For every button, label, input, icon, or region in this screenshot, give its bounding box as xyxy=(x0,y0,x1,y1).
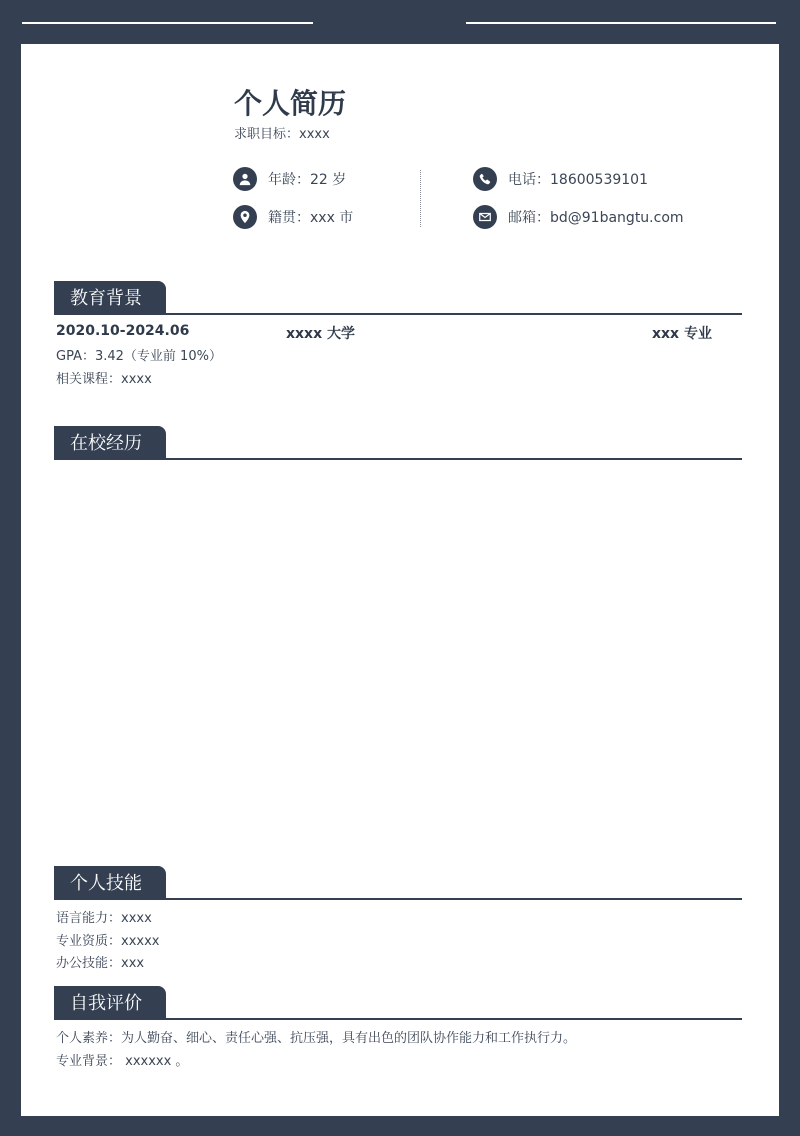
info-hometown-text: 籍贯：xxx 市 xyxy=(268,210,354,226)
education-header xyxy=(54,279,742,315)
top-decor-line-right xyxy=(466,22,776,24)
person-icon xyxy=(233,167,257,191)
info-age-text: 年龄：22 岁 xyxy=(268,172,347,188)
education-section xyxy=(54,279,742,391)
education-courses: 相关课程：xxxx xyxy=(56,371,152,387)
education-period: 2020.10-2024.06 xyxy=(56,323,190,339)
evaluation-item-character: 个人素养：为人勤奋、细心、责任心强、抗压强，具有出色的团队协作能力和工作执行力。 xyxy=(56,1031,577,1046)
education-major: xxx 专业 xyxy=(652,326,712,342)
education-title: 教育背景 xyxy=(54,281,166,313)
skills-section xyxy=(54,864,742,976)
skills-list xyxy=(54,908,742,976)
evaluation-item-background: 专业背景： xxxxxx 。 xyxy=(56,1053,189,1069)
info-age xyxy=(233,167,346,191)
evaluation-header xyxy=(54,984,742,1020)
education-school: xxxx 大学 xyxy=(286,326,355,342)
campus-header xyxy=(54,424,742,460)
phone-icon xyxy=(473,167,497,191)
campus-section xyxy=(54,424,742,460)
skills-title: 个人技能 xyxy=(54,866,166,898)
education-row xyxy=(54,323,742,346)
evaluation-section xyxy=(54,984,742,1073)
education-gpa: GPA：3.42（专业前 10%） xyxy=(56,349,222,364)
job-target: 求职目标：xxxx xyxy=(234,127,330,142)
campus-title: 在校经历 xyxy=(54,426,166,458)
resume-page xyxy=(21,44,779,1116)
location-pin-icon xyxy=(233,205,257,229)
skill-item-language: 语言能力：xxxx xyxy=(56,911,152,926)
info-phone xyxy=(473,167,648,191)
info-hometown xyxy=(233,205,353,229)
info-divider xyxy=(420,170,421,227)
evaluation-title: 自我评价 xyxy=(54,986,166,1018)
evaluation-list xyxy=(54,1028,742,1073)
skills-header xyxy=(54,864,742,900)
skill-item-office: 办公技能：xxx xyxy=(56,956,145,971)
resume-title: 个人简历 xyxy=(234,87,347,120)
envelope-icon xyxy=(473,205,497,229)
top-decor-line-left xyxy=(22,22,313,24)
info-email-text: 邮箱：bd@91bangtu.com xyxy=(508,210,684,226)
info-phone-text: 电话：18600539101 xyxy=(508,172,648,188)
info-email xyxy=(473,205,684,229)
skill-item-certification: 专业资质：xxxxx xyxy=(56,933,160,949)
